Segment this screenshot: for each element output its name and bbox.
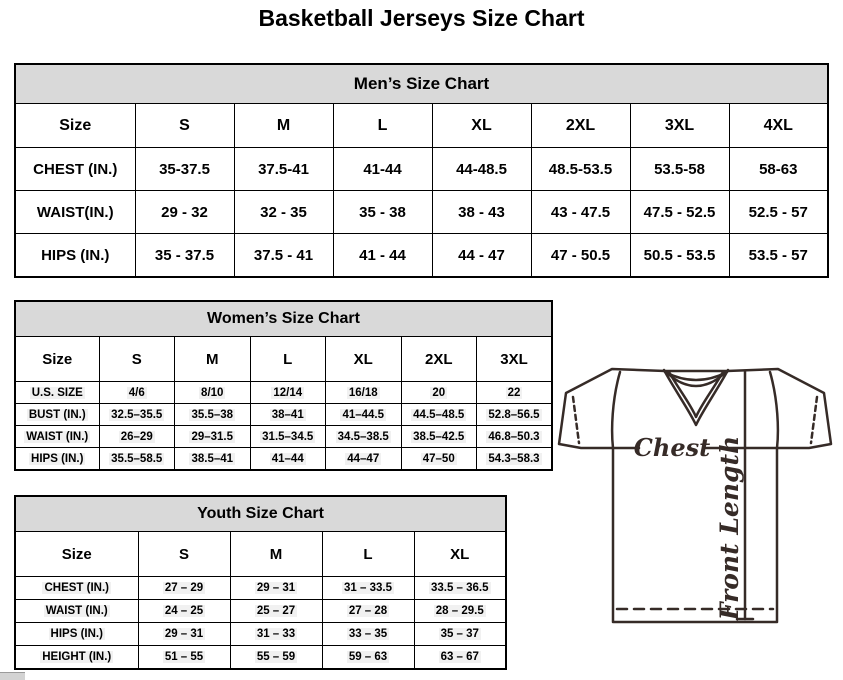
column-header: 4XL	[729, 104, 828, 148]
cell-value: 52.8–56.5	[488, 408, 540, 421]
row-label-text: HEIGHT (IN.)	[42, 651, 112, 663]
row-label-text: WAIST (IN.)	[26, 430, 89, 443]
cell-value: 27 – 29	[164, 582, 204, 594]
table-row	[15, 104, 828, 148]
cell-value: 20	[432, 386, 446, 399]
table-cell	[250, 426, 326, 448]
column-header: L	[250, 337, 326, 382]
table-cell	[138, 623, 230, 646]
cell-value: 46.8–50.3	[488, 430, 540, 443]
row-label-text: U.S. SIZE	[31, 386, 83, 399]
table-cell: 29 - 32	[135, 191, 234, 234]
row-label-text: CHEST (IN.)	[44, 582, 110, 594]
cell-value: 28 – 29.5	[435, 605, 484, 617]
table-cell	[138, 600, 230, 623]
column-header: L	[322, 532, 414, 577]
column-header: Size	[15, 104, 135, 148]
cell-value: 35.5–58.5	[111, 452, 163, 465]
table-cell	[175, 426, 251, 448]
mens-table-title: Men’s Size Chart	[15, 64, 828, 104]
table-cell	[250, 382, 326, 404]
row-label	[15, 623, 138, 646]
table-cell: 48.5-53.5	[531, 148, 630, 191]
column-header: 3XL	[477, 337, 553, 382]
table-cell: 52.5 - 57	[729, 191, 828, 234]
table-cell	[322, 623, 414, 646]
column-header: XL	[432, 104, 531, 148]
table-cell	[326, 382, 402, 404]
row-label-text: HIPS (IN.)	[50, 628, 103, 640]
womens-table-title: Women’s Size Chart	[15, 301, 552, 337]
row-label	[15, 577, 138, 600]
cell-value: 38–41	[271, 408, 304, 421]
table-cell	[414, 623, 506, 646]
cell-value: 12/14	[273, 386, 303, 399]
table-cell	[99, 382, 175, 404]
table-cell: 41 - 44	[333, 234, 432, 278]
row-label	[15, 426, 99, 448]
cell-value: 35.5–38	[191, 408, 234, 421]
table-cell	[326, 426, 402, 448]
table-cell: 35-37.5	[135, 148, 234, 191]
table-row	[15, 532, 506, 577]
table-cell	[477, 426, 553, 448]
cell-value: 32.5–35.5	[111, 408, 163, 421]
table-cell: 37.5-41	[234, 148, 333, 191]
table-cell	[175, 404, 251, 426]
column-header: 2XL	[401, 337, 477, 382]
table-cell	[175, 382, 251, 404]
table-cell	[322, 577, 414, 600]
cell-value: 25 – 27	[256, 605, 296, 617]
table-row	[15, 382, 552, 404]
table-cell	[230, 600, 322, 623]
table-cell	[250, 404, 326, 426]
cell-value: 22	[507, 386, 521, 399]
table-cell: 47 - 50.5	[531, 234, 630, 278]
table-row	[15, 301, 552, 337]
table-row	[15, 448, 552, 471]
table-cell	[230, 577, 322, 600]
row-label: HIPS (IN.)	[15, 234, 135, 278]
row-label	[15, 600, 138, 623]
table-cell	[401, 382, 477, 404]
table-cell	[477, 404, 553, 426]
table-cell	[138, 577, 230, 600]
mens-size-chart-table	[14, 63, 829, 278]
cell-value: 16/18	[348, 386, 378, 399]
cell-value: 33.5 – 36.5	[430, 582, 489, 594]
jersey-measurement-diagram	[556, 358, 843, 670]
table-cell	[322, 646, 414, 670]
table-cell	[230, 623, 322, 646]
cell-value: 8/10	[201, 386, 224, 399]
row-label: CHEST (IN.)	[15, 148, 135, 191]
column-header: 2XL	[531, 104, 630, 148]
table-cell: 47.5 - 52.5	[630, 191, 729, 234]
youth-table-title: Youth Size Chart	[15, 496, 506, 532]
column-header: S	[138, 532, 230, 577]
column-header: Size	[15, 532, 138, 577]
table-cell: 44 - 47	[432, 234, 531, 278]
table-cell	[401, 404, 477, 426]
row-label-text: BUST (IN.)	[28, 408, 86, 421]
table-cell	[414, 577, 506, 600]
table-cell	[414, 646, 506, 670]
table-cell	[322, 600, 414, 623]
table-row	[15, 623, 506, 646]
table-cell	[414, 600, 506, 623]
table-cell: 38 - 43	[432, 191, 531, 234]
right-cuff-stitch-line	[811, 397, 817, 443]
page-title: Basketball Jerseys Size Chart	[258, 5, 585, 31]
left-cuff-stitch-line	[573, 397, 579, 443]
cell-value: 29–31.5	[191, 430, 234, 443]
table-cell: 53.5-58	[630, 148, 729, 191]
cell-value: 4/6	[128, 386, 145, 399]
cell-value: 24 – 25	[164, 605, 204, 617]
cell-value: 35 – 37	[440, 628, 479, 640]
cell-value: 33 – 35	[348, 628, 388, 640]
table-cell	[477, 448, 553, 471]
column-header: XL	[414, 532, 506, 577]
column-header: M	[175, 337, 251, 382]
column-header: M	[230, 532, 322, 577]
table-row	[15, 234, 828, 278]
cell-value: 59 – 63	[348, 651, 388, 663]
table-cell: 58-63	[729, 148, 828, 191]
column-header: Size	[15, 337, 99, 382]
table-row	[15, 191, 828, 234]
cell-value: 44–47	[347, 452, 380, 465]
cell-value: 26–29	[120, 430, 153, 443]
chest-label: Chest	[633, 433, 711, 462]
table-row	[15, 337, 552, 382]
table-cell: 32 - 35	[234, 191, 333, 234]
cell-value: 44.5–48.5	[413, 408, 465, 421]
column-header: S	[99, 337, 175, 382]
table-cell: 44-48.5	[432, 148, 531, 191]
table-cell	[99, 426, 175, 448]
column-header: S	[135, 104, 234, 148]
right-sleeve-seam	[770, 372, 778, 448]
table-cell: 37.5 - 41	[234, 234, 333, 278]
table-cell	[250, 448, 326, 471]
table-cell	[99, 404, 175, 426]
cell-value: 31 – 33	[256, 628, 296, 640]
cell-value: 41–44	[271, 452, 304, 465]
table-row	[15, 577, 506, 600]
cell-value: 31.5–34.5	[262, 430, 314, 443]
table-row	[15, 600, 506, 623]
womens-size-chart-table	[14, 300, 553, 471]
jersey-outline	[559, 369, 831, 622]
row-label: WAIST(IN.)	[15, 191, 135, 234]
row-label	[15, 646, 138, 670]
cell-value: 34.5–38.5	[337, 430, 389, 443]
cell-value: 29 – 31	[256, 582, 296, 594]
table-cell: 53.5 - 57	[729, 234, 828, 278]
cell-value: 38.5–41	[191, 452, 234, 465]
cell-value: 38.5–42.5	[413, 430, 465, 443]
table-row	[15, 404, 552, 426]
cell-value: 51 – 55	[164, 651, 204, 663]
cell-value: 31 – 33.5	[344, 582, 392, 594]
table-cell: 43 - 47.5	[531, 191, 630, 234]
front-length-label: Front Length	[715, 435, 744, 621]
table-cell: 41-44	[333, 148, 432, 191]
cell-value: 27 – 28	[348, 605, 388, 617]
row-label	[15, 448, 99, 471]
table-cell	[326, 404, 402, 426]
column-header: L	[333, 104, 432, 148]
cell-value: 63 – 67	[440, 651, 479, 663]
row-label	[15, 382, 99, 404]
table-cell: 50.5 - 53.5	[630, 234, 729, 278]
left-sleeve-seam	[612, 372, 620, 448]
column-header: M	[234, 104, 333, 148]
table-cell	[326, 448, 402, 471]
column-header: 3XL	[630, 104, 729, 148]
table-cell	[138, 646, 230, 670]
table-cell	[477, 382, 553, 404]
table-cell: 35 - 37.5	[135, 234, 234, 278]
table-row	[15, 64, 828, 104]
row-label-text: HIPS (IN.)	[31, 452, 84, 465]
row-label	[15, 404, 99, 426]
cell-value: 41–44.5	[342, 408, 385, 421]
table-row	[15, 426, 552, 448]
row-label-text: WAIST (IN.)	[45, 605, 108, 617]
youth-size-chart-table	[14, 495, 507, 670]
cell-value: 29 – 31	[164, 628, 204, 640]
column-header: XL	[326, 337, 402, 382]
table-cell	[401, 448, 477, 471]
table-cell	[99, 448, 175, 471]
cell-value: 54.3–58.3	[488, 452, 540, 465]
table-cell: 35 - 38	[333, 191, 432, 234]
cell-value: 47–50	[422, 452, 455, 465]
table-row	[15, 646, 506, 670]
table-row	[15, 496, 506, 532]
cell-value: 55 – 59	[256, 651, 296, 663]
table-cell	[175, 448, 251, 471]
table-cell	[230, 646, 322, 670]
table-cell	[401, 426, 477, 448]
table-row	[15, 148, 828, 191]
